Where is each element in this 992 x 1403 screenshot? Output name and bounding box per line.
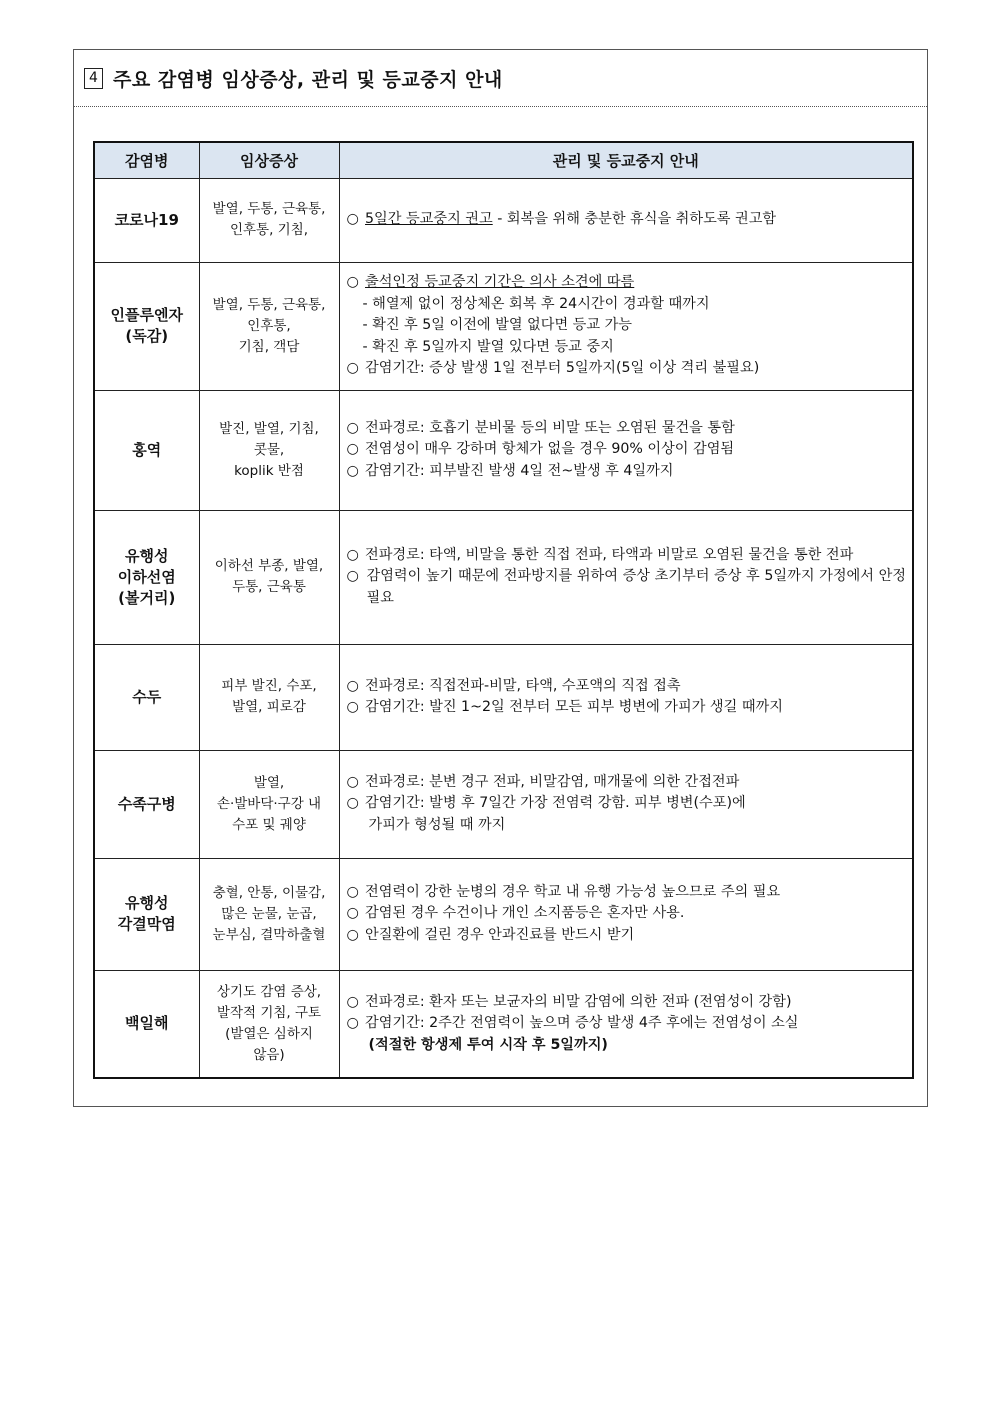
symptoms: 이하선 부종, 발열, 두통, 근육통 bbox=[199, 510, 339, 644]
section-frame bbox=[73, 49, 928, 1107]
circle-bullet-icon: ○ bbox=[346, 546, 359, 563]
disease-name: 홍역 bbox=[94, 390, 199, 510]
table-row bbox=[94, 390, 913, 510]
header-disease: 감염병 bbox=[94, 142, 199, 178]
section-title: 주요 감염병 임상증상, 관리 및 등교중지 안내 bbox=[113, 68, 503, 91]
management: ○ 전파경로: 타액, 비말을 통한 직접 전파, 타액과 비말로 오염된 물건을 통한 전파 ○ 감염력이 높기 때문에 전파방지를 위하여 증상 초기부터 증상 후 5일까지 가정에서 안정 필요 bbox=[339, 510, 913, 644]
symptoms: 피부 발진, 수포, 발열, 피로감 bbox=[199, 644, 339, 750]
table-row bbox=[94, 970, 913, 1078]
table-header-row bbox=[94, 142, 913, 178]
circle-bullet-icon: ○ bbox=[346, 360, 359, 377]
disease-name: 유행성 각결막염 bbox=[94, 858, 199, 970]
circle-bullet-icon: ○ bbox=[346, 419, 359, 436]
section-number: 4 bbox=[84, 68, 103, 89]
symptoms: 상기도 감염 증상, 발작적 기침, 구토 (발열은 심하지 않음) bbox=[199, 970, 339, 1078]
symptoms: 충혈, 안통, 이물감, 많은 눈물, 눈곱, 눈부심, 결막하출혈 bbox=[199, 858, 339, 970]
circle-bullet-icon: ○ bbox=[346, 677, 359, 694]
circle-bullet-icon: ○ bbox=[346, 568, 359, 585]
circle-bullet-icon: ○ bbox=[346, 773, 359, 790]
table-row bbox=[94, 644, 913, 750]
disease-name: 수두 bbox=[94, 644, 199, 750]
table-row bbox=[94, 178, 913, 262]
circle-bullet-icon: ○ bbox=[346, 274, 359, 291]
table-row bbox=[94, 262, 913, 390]
circle-bullet-icon: ○ bbox=[346, 699, 359, 715]
circle-bullet-icon: ○ bbox=[346, 905, 359, 922]
management: ○ 전파경로: 호흡기 분비물 등의 비말 또는 오염된 물건을 통함 ○ 전염성이 매우 강하며 항체가 없을 경우 90% 이상이 감염됨 ○ 감염기간: 피부발진 발생 4일 전~발생 후 4일까지 bbox=[339, 390, 913, 510]
management: ○ 전파경로: 직접전파-비말, 타액, 수포액의 직접 접촉 ○ 감염기간: 발진 1~2일 전부터 모든 피부 병변에 가피가 생길 때까지 bbox=[339, 644, 913, 750]
circle-bullet-icon: ○ bbox=[346, 795, 359, 812]
management: ○ 전파경로: 환자 또는 보균자의 비말 감염에 의한 전파 (전염성이 강함) ○ 감염기간: 2주간 전염력이 높으며 증상 발생 4주 후에는 전염성이 소실 (적절한 항생제 투여 시작 후 5일까지) bbox=[339, 970, 913, 1078]
circle-bullet-icon: ○ bbox=[346, 462, 359, 479]
circle-bullet-icon: ○ bbox=[346, 883, 359, 900]
disease-name: 코로나19 bbox=[94, 178, 199, 262]
circle-bullet-icon: ○ bbox=[346, 1015, 359, 1031]
table-row bbox=[94, 510, 913, 644]
table-row bbox=[94, 858, 913, 970]
header-management: 관리 및 등교중지 안내 bbox=[339, 142, 913, 178]
disease-name: 인플루엔자 (독감) bbox=[94, 262, 199, 390]
symptoms: 발열, 두통, 근육통, 인후통, 기침, bbox=[199, 178, 339, 262]
circle-bullet-icon: ○ bbox=[346, 993, 359, 1010]
symptoms: 발진, 발열, 기침, 콧물, koplik 반점 bbox=[199, 390, 339, 510]
management: ○ 전염력이 강한 눈병의 경우 학교 내 유행 가능성 높으므로 주의 필요 ○ 감염된 경우 수건이나 개인 소지품등은 혼자만 사용. ○ 안질환에 걸린 경우 안과진료를 반드시 받기 bbox=[339, 858, 913, 970]
circle-bullet-icon: ○ bbox=[346, 211, 359, 228]
section-title-bar bbox=[74, 50, 927, 107]
disease-name: 수족구병 bbox=[94, 750, 199, 858]
infection-table bbox=[93, 141, 914, 1079]
symptoms: 발열, 두통, 근육통, 인후통, 기침, 객담 bbox=[199, 262, 339, 390]
circle-bullet-icon: ○ bbox=[346, 926, 359, 943]
management: ○ 전파경로: 분변 경구 전파, 비말감염, 매개물에 의한 간접전파 ○ 감염기간: 발병 후 7일간 가장 전염력 강함. 피부 병변(수포)에 가피가 형성될 때 까지 bbox=[339, 750, 913, 858]
table-row bbox=[94, 750, 913, 858]
disease-name: 백일해 bbox=[94, 970, 199, 1078]
circle-bullet-icon: ○ bbox=[346, 441, 359, 458]
header-symptoms: 임상증상 bbox=[199, 142, 339, 178]
management: ○ 5일간 등교중지 권고 - 회복을 위해 충분한 휴식을 취하도록 권고함 bbox=[339, 178, 913, 262]
disease-name: 유행성 이하선염 (볼거리) bbox=[94, 510, 199, 644]
symptoms: 발열, 손·발바닥·구강 내 수포 및 궤양 bbox=[199, 750, 339, 858]
management: ○ 출석인정 등교중지 기간은 의사 소견에 따름 - 해열제 없이 정상체온 회복 후 24시간이 경과할 때까지 - 확진 후 5일 이전에 발열 없다면 등교 가능 - 확진 후 5일까지 발열 있다면 등교 중지 ○ 감염기간: 증상 발생 1일 전부터 5일까지(5일 이상 격리 불필요) bbox=[339, 262, 913, 390]
